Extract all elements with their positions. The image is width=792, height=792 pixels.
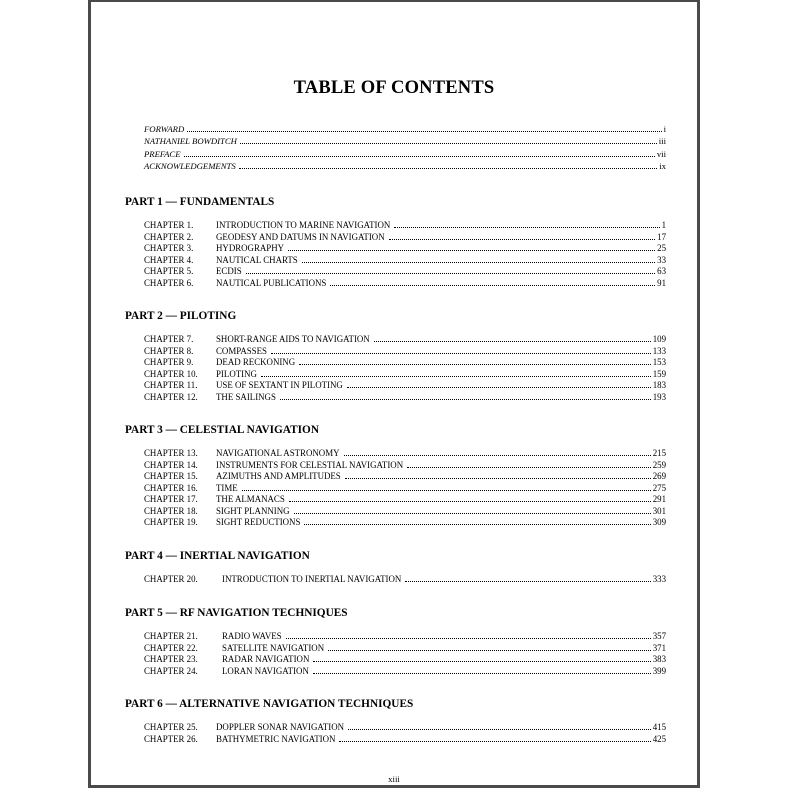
chapter-entry[interactable] [144, 506, 666, 518]
dot-leader [347, 386, 651, 388]
chapter-title: USE OF SEXTANT IN PILOTING [216, 380, 343, 390]
chapter-number: CHAPTER 12. [144, 391, 198, 402]
front-matter-item[interactable] [144, 161, 666, 173]
chapter-entry[interactable] [144, 471, 666, 483]
chapter-entry[interactable] [144, 334, 666, 346]
chapter-entry[interactable] [144, 243, 666, 255]
chapter-page: 259 [652, 459, 666, 470]
dot-leader [280, 398, 651, 400]
chapter-title: DEAD RECKONING [216, 357, 296, 367]
chapter-number: CHAPTER 8. [144, 345, 194, 356]
dot-leader [405, 580, 650, 582]
chapter-number: CHAPTER 6. [144, 277, 194, 288]
chapter-page: 25 [657, 243, 666, 253]
dot-leader [374, 340, 651, 342]
chapter-page: 269 [652, 471, 666, 481]
dot-leader [242, 489, 651, 491]
chapter-number: CHAPTER 15. [144, 471, 198, 481]
chapter-number: CHAPTER 23. [144, 654, 198, 664]
chapter-page: 109 [652, 334, 666, 344]
chapter-entry[interactable] [144, 517, 666, 529]
part-heading: PART 4 — INERTIAL NAVIGATION [125, 550, 310, 562]
chapter-title: DOPPLER SONAR NAVIGATION [216, 722, 345, 732]
entry-page: vii [656, 148, 666, 159]
part-heading: PART 2 — PILOTING [125, 310, 237, 322]
chapter-page: 153 [652, 357, 666, 367]
entry-label: PREFACE [144, 148, 181, 159]
chapter-list [144, 220, 666, 289]
dot-leader [394, 226, 659, 228]
chapter-title: RADIO WAVES [222, 631, 282, 641]
chapter-number: CHAPTER 7. [144, 334, 194, 344]
chapter-page: 357 [652, 631, 666, 641]
chapter-page: 371 [652, 642, 666, 653]
chapter-title: ECDIS [216, 266, 242, 276]
chapter-page: 33 [657, 254, 666, 265]
chapter-title: PILOTING [216, 368, 257, 379]
dot-leader [330, 284, 655, 286]
chapter-page: 1 [661, 220, 666, 230]
entry-page: iii [658, 136, 666, 147]
chapter-page: 215 [652, 448, 666, 458]
chapter-title: SIGHT PLANNING [216, 505, 290, 516]
chapter-entry[interactable] [144, 278, 666, 290]
dot-leader [344, 454, 651, 456]
chapter-list [144, 722, 666, 745]
chapter-page: 333 [652, 574, 666, 584]
chapter-title: NAVIGATIONAL ASTRONOMY [216, 448, 340, 458]
chapter-entry[interactable] [144, 380, 666, 392]
dot-leader [407, 466, 651, 468]
chapter-title: SIGHT REDUCTIONS [216, 517, 301, 527]
chapter-number: CHAPTER 24. [144, 665, 198, 676]
chapter-page: 301 [652, 505, 666, 516]
chapter-number: CHAPTER 3. [144, 243, 194, 253]
chapter-number: CHAPTER 22. [144, 642, 198, 653]
dot-leader [348, 728, 651, 730]
chapter-title: GEODESY AND DATUMS IN NAVIGATION [216, 231, 385, 242]
chapter-title: NAUTICAL CHARTS [216, 254, 298, 265]
dot-leader [261, 375, 651, 377]
chapter-entry[interactable] [144, 643, 666, 655]
chapter-number: CHAPTER 5. [144, 266, 194, 276]
chapter-entry[interactable] [144, 266, 666, 278]
chapter-number: CHAPTER 10. [144, 368, 198, 379]
part-heading: PART 1 — FUNDAMENTALS [125, 196, 275, 208]
dot-leader [289, 500, 651, 502]
dot-leader [313, 660, 650, 662]
front-matter-list [144, 124, 666, 173]
dot-leader [313, 672, 651, 674]
chapter-entry[interactable] [144, 255, 666, 267]
chapter-number: CHAPTER 21. [144, 631, 198, 641]
chapter-title: INTRODUCTION TO MARINE NAVIGATION [216, 220, 391, 230]
page-title: TABLE OF CONTENTS [293, 78, 495, 98]
chapter-list [144, 334, 666, 403]
chapter-entry[interactable] [144, 574, 666, 586]
chapter-title: LORAN NAVIGATION [222, 665, 309, 676]
entry-label: NATHANIEL BOWDITCH [144, 136, 237, 147]
front-matter-item[interactable] [144, 149, 666, 161]
chapter-number: CHAPTER 4. [144, 254, 194, 265]
dot-leader [345, 477, 651, 479]
chapter-title: NAUTICAL PUBLICATIONS [216, 277, 327, 288]
entry-page: ix [659, 160, 666, 171]
chapter-entry[interactable] [144, 232, 666, 244]
dot-leader [328, 649, 651, 651]
chapter-entry[interactable] [144, 483, 666, 495]
chapter-entry[interactable] [144, 631, 666, 643]
chapter-title: THE ALMANACS [216, 494, 285, 504]
chapter-entry[interactable] [144, 734, 666, 746]
chapter-entry[interactable] [144, 494, 666, 506]
chapter-number: CHAPTER 19. [144, 517, 198, 527]
dot-leader [246, 272, 655, 274]
chapter-page: 399 [652, 665, 666, 676]
chapter-page: 275 [652, 482, 666, 493]
chapter-entry[interactable] [144, 357, 666, 369]
chapter-page: 425 [652, 733, 666, 744]
dot-leader [187, 130, 661, 132]
dot-leader [239, 167, 658, 169]
part-heading: PART 3 — CELESTIAL NAVIGATION [125, 424, 319, 436]
dot-leader [288, 249, 655, 251]
chapter-title: BATHYMETRIC NAVIGATION [216, 733, 336, 744]
dot-leader [389, 238, 656, 240]
dot-leader [240, 142, 657, 144]
chapter-entry[interactable] [144, 346, 666, 358]
chapter-page: 159 [652, 368, 666, 379]
chapter-number: CHAPTER 25. [144, 722, 198, 732]
entry-label: FORWARD [144, 124, 185, 134]
chapter-page: 183 [652, 380, 666, 390]
chapter-entry[interactable] [144, 220, 666, 232]
chapter-list [144, 631, 666, 677]
chapter-title: RADAR NAVIGATION [222, 654, 310, 664]
chapter-number: CHAPTER 16. [144, 482, 198, 493]
chapter-entry[interactable] [144, 722, 666, 734]
chapter-number: CHAPTER 17. [144, 494, 198, 504]
part-heading: PART 6 — ALTERNATIVE NAVIGATION TECHNIQUES [125, 698, 414, 710]
chapter-title: COMPASSES [216, 345, 267, 356]
chapter-title: TIME [216, 482, 238, 493]
chapter-entry[interactable] [144, 448, 666, 460]
chapter-number: CHAPTER 1. [144, 220, 194, 230]
chapter-number: CHAPTER 26. [144, 733, 198, 744]
chapter-page: 309 [652, 517, 666, 527]
chapter-page: 193 [652, 391, 666, 402]
dot-leader [271, 352, 651, 354]
chapter-number: CHAPTER 2. [144, 231, 194, 242]
chapter-entry[interactable] [144, 666, 666, 678]
chapter-title: INTRODUCTION TO INERTIAL NAVIGATION [222, 574, 402, 584]
chapter-entry[interactable] [144, 460, 666, 472]
dot-leader [299, 363, 651, 365]
chapter-title: AZIMUTHS AND AMPLITUDES [216, 471, 341, 481]
chapter-page: 133 [652, 345, 666, 356]
part-heading: PART 5 — RF NAVIGATION TECHNIQUES [125, 607, 348, 619]
front-matter-item[interactable] [144, 136, 666, 148]
chapter-number: CHAPTER 18. [144, 505, 198, 516]
chapter-title: SHORT-RANGE AIDS TO NAVIGATION [216, 334, 370, 344]
chapter-title: THE SAILINGS [216, 391, 276, 402]
page-number: xiii [388, 774, 400, 784]
dot-leader [286, 637, 651, 639]
chapter-number: CHAPTER 11. [144, 380, 198, 390]
entry-label: ACKNOWLEDGEMENTS [144, 160, 236, 171]
chapter-page: 415 [652, 722, 666, 732]
chapter-title: INSTRUMENTS FOR CELESTIAL NAVIGATION [216, 459, 404, 470]
dot-leader [304, 523, 650, 525]
dot-leader [294, 512, 651, 514]
chapter-entry[interactable] [144, 392, 666, 404]
chapter-page: 17 [657, 231, 666, 242]
entry-page: i [663, 124, 666, 134]
chapter-list [144, 574, 666, 586]
chapter-page: 383 [652, 654, 666, 664]
chapter-title: HYDROGRAPHY [216, 243, 285, 253]
chapter-entry[interactable] [144, 654, 666, 666]
chapter-number: CHAPTER 20. [144, 574, 198, 584]
chapter-list [144, 448, 666, 529]
chapter-number: CHAPTER 13. [144, 448, 198, 458]
chapter-number: CHAPTER 14. [144, 459, 198, 470]
dot-leader [339, 740, 650, 742]
dot-leader [302, 261, 655, 263]
dot-leader [184, 155, 655, 157]
chapter-page: 91 [657, 277, 666, 288]
chapter-page: 291 [652, 494, 666, 504]
chapter-entry[interactable] [144, 369, 666, 381]
front-matter-item[interactable] [144, 124, 666, 136]
chapter-page: 63 [657, 266, 666, 276]
chapter-number: CHAPTER 9. [144, 357, 194, 367]
document-page [88, 0, 700, 788]
chapter-title: SATELLITE NAVIGATION [222, 642, 325, 653]
